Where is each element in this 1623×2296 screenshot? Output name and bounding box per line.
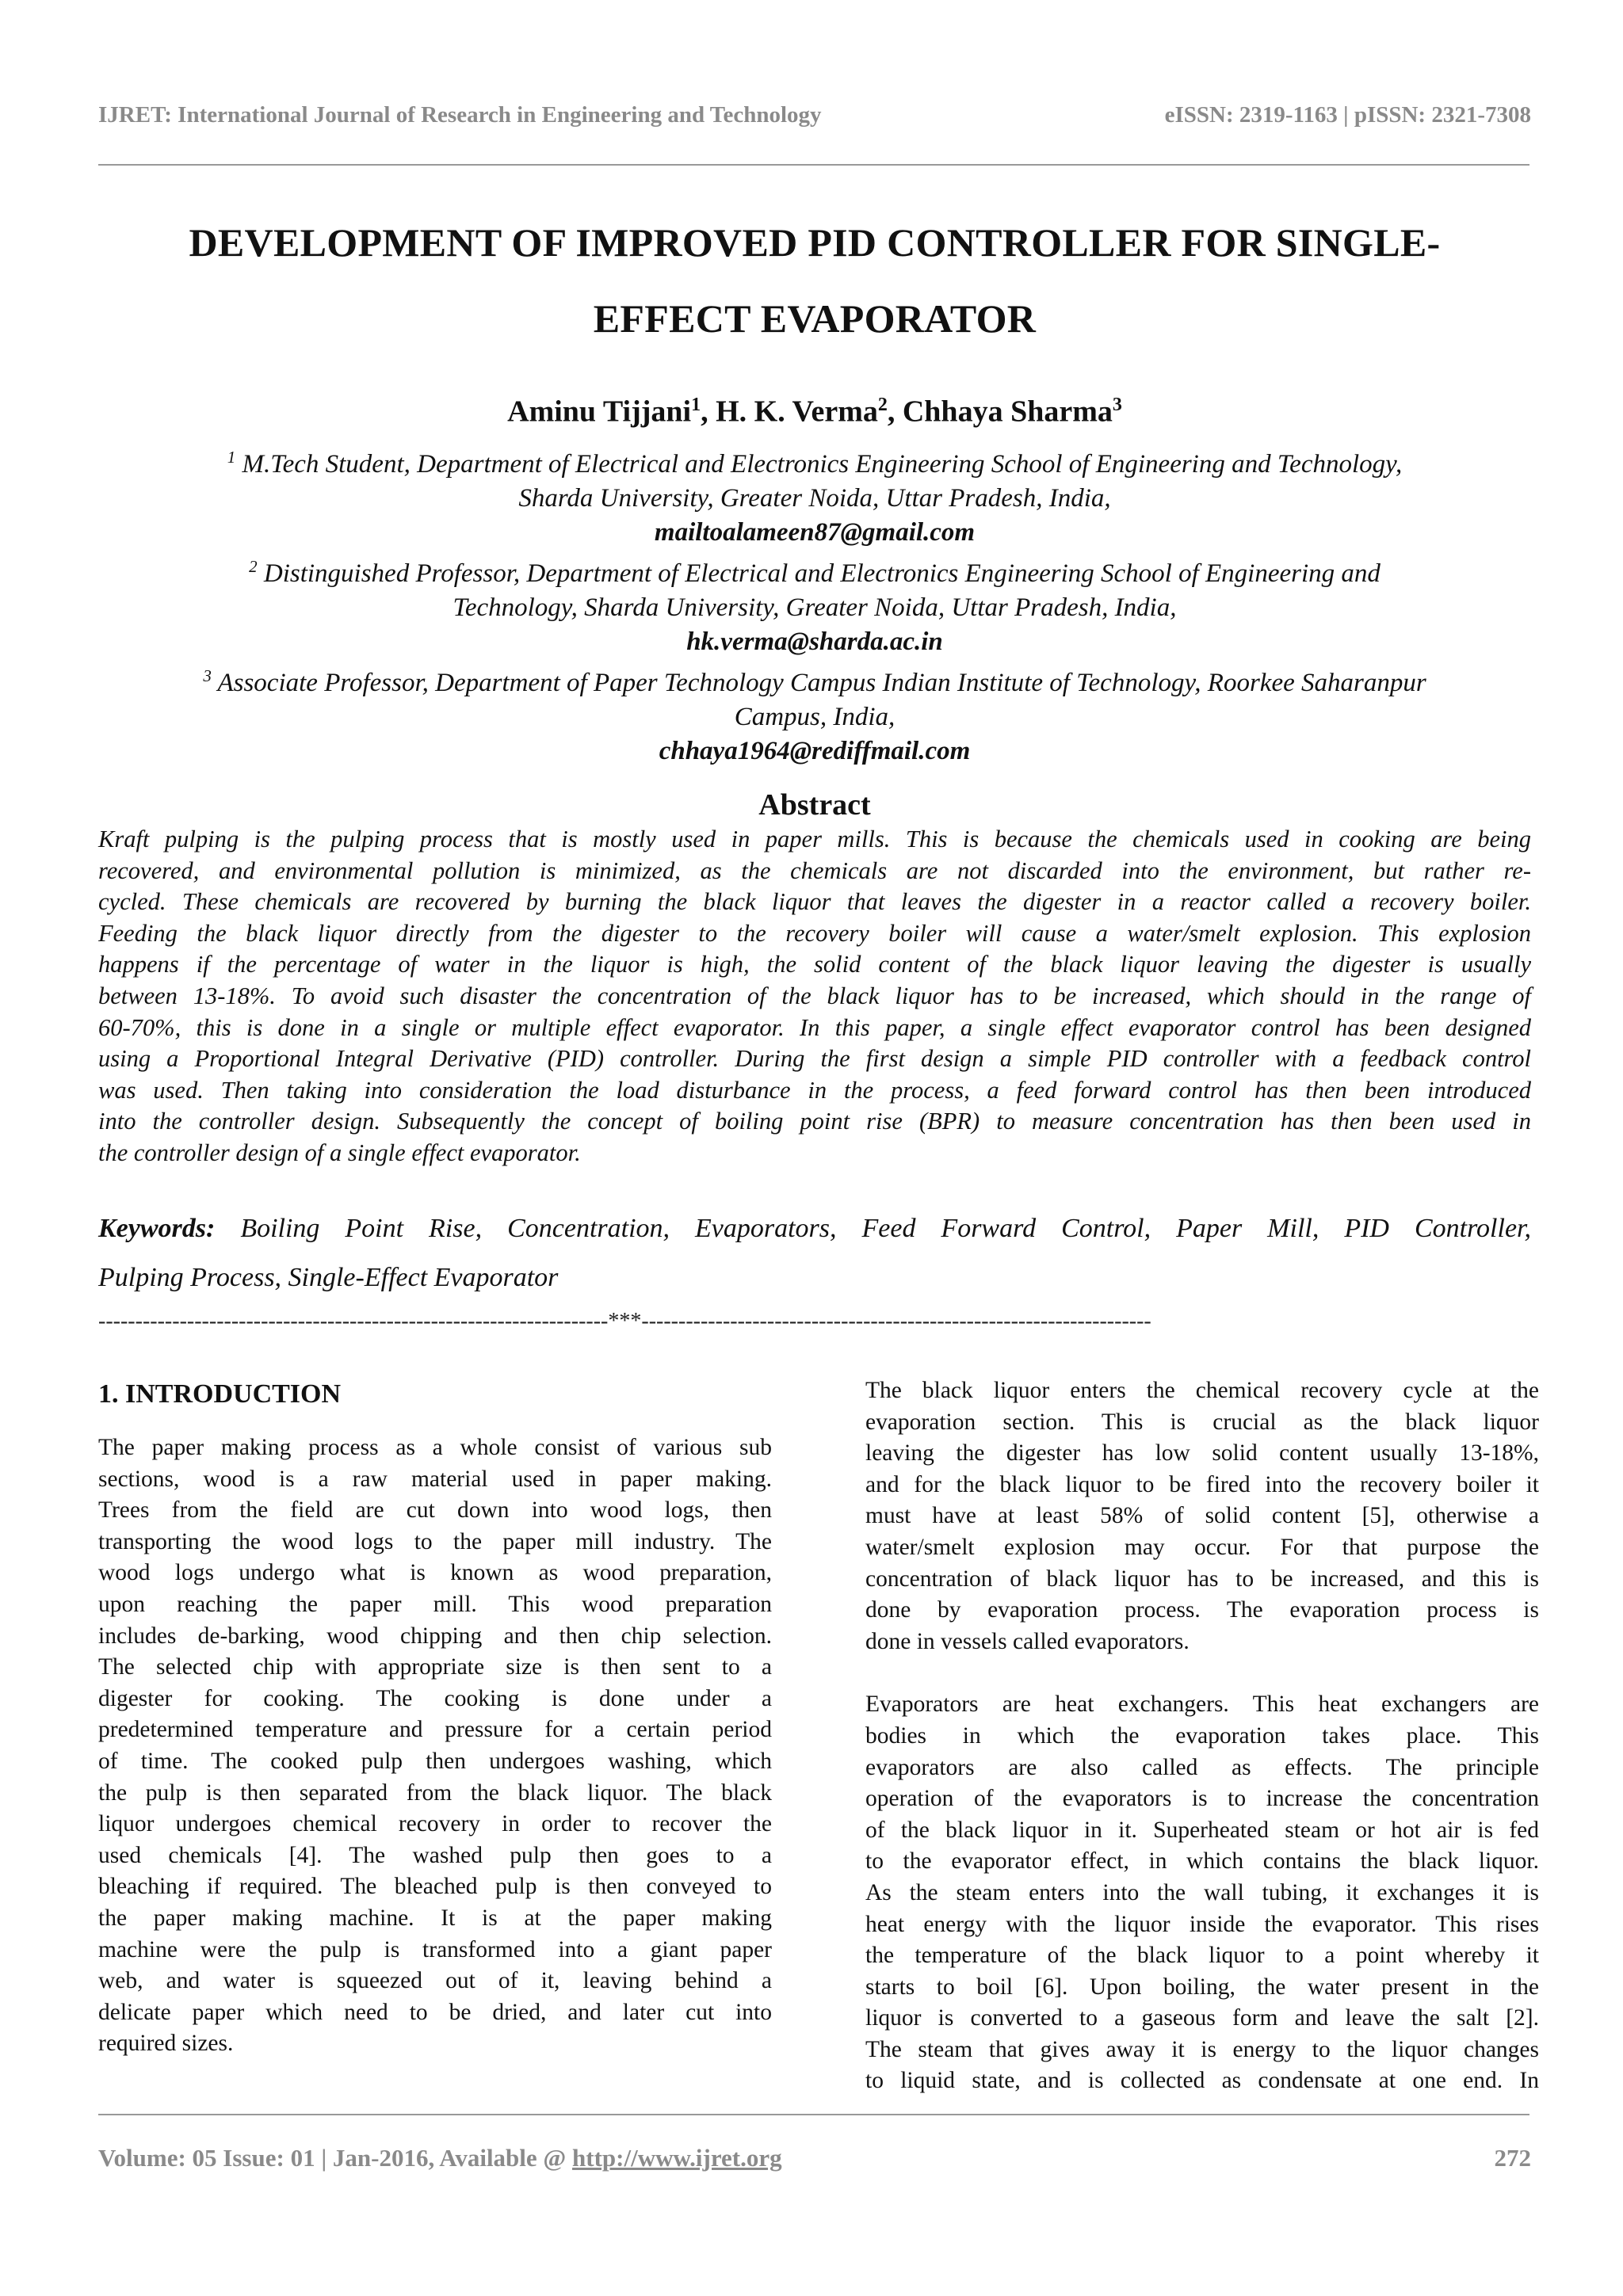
text-line: must have at least 58% of solid content [5], otherwise a (865, 1503, 1539, 1529)
keywords-line: Pulping Process, Single-Effect Evaporator (98, 1263, 559, 1292)
abstract-line: using a Proportional Integral Derivative (PID) controller. During the first design a simple PID controller with a feedback control (98, 1045, 1531, 1073)
text-line: digester for cooking. The cooking is done under a (98, 1685, 772, 1711)
text-line: concentration of black liquor has to be increased, and this is (865, 1566, 1539, 1592)
abstract-line: happens if the percentage of water in the liquor is high, the solid content of the black liquor leaving the digester is usually (98, 951, 1531, 978)
keywords (98, 1204, 1531, 1302)
title-line: DEVELOPMENT OF IMPROVED PID CONTROLLER FOR SINGLE- (189, 220, 1441, 265)
text-line: upon reaching the paper mill. This wood preparation (98, 1591, 772, 1617)
text-line: web, and water is squeezed out of it, leaving behind a (98, 1968, 772, 1994)
text-line: sections, wood is a raw material used in paper making. (98, 1466, 772, 1492)
abstract-line: between 13-18%. To avoid such disaster the concentration of the black liquor has to be increased, which should in the range of (98, 982, 1531, 1009)
text-line: includes de-barking, wood chipping and then chip selection. (98, 1623, 772, 1649)
text-line: bodies in which the evaporation takes place. This (865, 1722, 1539, 1749)
text-line: of the black liquor in it. Superheated steam or hot air is fed (865, 1817, 1539, 1843)
affiliation-line: Sharda University, Greater Noida, Uttar Pradesh, India, (518, 484, 1111, 513)
text-line: required sizes. (98, 2031, 234, 2057)
abstract-line: Kraft pulping is the pulping process that is mostly used in paper mills. This is because the chemicals used in cooking are being (98, 826, 1531, 852)
text-line: done by evaporation process. The evaporation process is (865, 1597, 1539, 1623)
affiliations (98, 441, 1531, 769)
title-line: EFFECT EVAPORATOR (593, 296, 1037, 341)
header-rule (98, 164, 1529, 166)
author-list (98, 385, 1531, 432)
keywords-label: Keywords: (98, 1214, 216, 1243)
text-line: The black liquor enters the chemical recovery cycle at the (865, 1378, 1539, 1403)
footer-rule (98, 2114, 1529, 2115)
text-line: water/smelt explosion may occur. For that purpose the (865, 1534, 1539, 1560)
left-column (98, 1375, 772, 2060)
text-line: the temperature of the black liquor to a point whereby it (865, 1943, 1539, 1969)
text-line: liquor undergoes chemical recovery in order to recover the (98, 1811, 772, 1837)
text-line: delicate paper which need to be dried, and later cut into (98, 1999, 772, 2025)
affiliation-line: $^2$ Distinguished Professor, Department of Electrical and Electronics Engineering School of Engineering and (249, 557, 1381, 588)
author-email[interactable]: hk.verma@sharda.ac.in (686, 627, 943, 656)
abstract-line: was used. Then taking into consideration the load disturbance in the process, a feed forward control has then been introduced (98, 1076, 1531, 1104)
text-line: The paper making process as a whole consist of various sub (98, 1435, 772, 1460)
running-footer (98, 2141, 1531, 2176)
running-header (98, 97, 1531, 133)
abstract-body (98, 824, 1531, 1169)
abstract-line: into the controller design. Subsequently the concept of boiling point rise (BPR) to measure concentration has then been used in (98, 1108, 1531, 1135)
text-line: evaporation section. This is crucial as the black liquor (865, 1409, 1539, 1435)
journal-name: IJRET: International Journal of Research in Engineering and Technology (98, 101, 822, 128)
text-line: Evaporators are heat exchangers. This heat exchangers are (865, 1691, 1539, 1718)
text-line: As the steam enters into the wall tubing, it exchanges it is (865, 1879, 1539, 1905)
text-line: heat energy with the liquor inside the evaporator. This rises (865, 1911, 1539, 1937)
page-number: 272 (1494, 2144, 1531, 2172)
author-name: , Chhaya Sharma (887, 395, 1113, 429)
paragraph-gap (865, 1657, 1539, 1689)
abstract-line: cycled. These chemicals are recovered by burning the black liquor that leaves the digester in a reactor called a recovery boiler. (98, 888, 1531, 916)
abstract-heading: Abstract (758, 788, 871, 822)
abstract-line: Feeding the black liquor directly from the digester to the recovery boiler will cause a water/smelt explosion. This explosion (98, 919, 1531, 947)
text-line: done in vessels called evaporators. (865, 1628, 1190, 1654)
section-heading: 1. INTRODUCTION (98, 1379, 342, 1409)
affiliation-line: Campus, India, (734, 703, 896, 731)
keywords-line: Keywords: Boiling Point Rise, Concentration, Evaporators, Feed Forward Control, Paper Mill, PID Controller, (98, 1214, 1531, 1243)
affiliation-line: Technology, Sharda University, Greater Noida, Uttar Pradesh, India, (453, 593, 1177, 622)
body-paragraph (865, 1689, 1539, 2097)
issn-info: eISSN: 2319-1163 | pISSN: 2321-7308 (1164, 101, 1531, 128)
affiliation-line: $^1$ M.Tech Student, Department of Electrical and Electronics Engineering School of Engineering and Technology, (227, 448, 1403, 479)
right-column (865, 1375, 1539, 2097)
text-line: of time. The cooked pulp then undergoes washing, which (98, 1748, 772, 1774)
text-line: Trees from the field are cut down into wood logs, then (98, 1497, 772, 1524)
text-line: liquor is converted to a gaseous form and leave the salt [2]. (865, 2005, 1539, 2031)
abstract-line: recovered, and environmental pollution is minimized, as the chemicals are not discarded into the environment, but rather re- (98, 856, 1531, 884)
author-email[interactable]: chhaya1964@rediffmail.com (659, 737, 971, 765)
abstract-line: the controller design of a single effect evaporator. (98, 1138, 581, 1166)
text-line: transporting the wood logs to the paper mill industry. The (98, 1528, 772, 1554)
text-line: the paper making machine. It is at the paper making (98, 1905, 772, 1931)
text-line: to the evaporator effect, in which contains the black liquor. (865, 1848, 1539, 1875)
text-line: starts to boil [6]. Upon boiling, the water present in the (865, 1974, 1539, 2000)
text-line: machine were the pulp is transformed into a giant paper (98, 1936, 772, 1962)
text-line: operation of the evaporators is to increase the concentration (865, 1786, 1539, 1812)
text-line: bleaching if required. The bleached pulp is then conveyed to (98, 1874, 772, 1900)
section-separator: ---------------------------------------------------------------------***--------------------------------------------------------------------- (98, 1309, 1151, 1333)
author-sup: 2 (877, 395, 888, 415)
text-line: evaporators are also called as effects. The principle (865, 1754, 1539, 1780)
body-paragraph (865, 1375, 1539, 1657)
abstract-line: 60-70%, this is done in a single or multiple effect evaporator. In this paper, a single effect evaporator control has been designed (98, 1013, 1531, 1041)
text-line: The selected chip with appropriate size is then sent to a (98, 1654, 772, 1680)
author-sup: 3 (1112, 395, 1122, 415)
text-line: and for the black liquor to be fired into the recovery boiler it (865, 1471, 1539, 1497)
text-line: The steam that gives away it is energy to the liquor changes (865, 2036, 1539, 2062)
text-line: predetermined temperature and pressure for a certain period (98, 1717, 772, 1743)
affiliation-line: $^3$ Associate Professor, Department of Paper Technology Campus Indian Institute of Technology, Roorkee Saharanpur (203, 666, 1426, 697)
paper-title (98, 204, 1531, 357)
author-sup: 1 (691, 395, 701, 415)
text-line: the pulp is then separated from the black liquor. The black (98, 1779, 772, 1806)
author-email[interactable]: mailtoalameen87@gmail.com (654, 518, 976, 547)
intro-paragraph (98, 1432, 772, 2060)
journal-link[interactable]: http://www.ijret.org (572, 2144, 782, 2172)
text-line: wood logs undergo what is known as wood preparation, (98, 1560, 772, 1586)
text-line: used chemicals [4]. The washed pulp then goes to a (98, 1842, 772, 1868)
author-name: , H. K. Verma (701, 395, 878, 429)
volume-info: Volume: 05 Issue: 01 | Jan-2016, Available @ http://www.ijret.org (98, 2144, 782, 2172)
author-name: Aminu Tijjani (507, 395, 692, 429)
text-line: leaving the digester has low solid content usually 13-18%, (865, 1440, 1539, 1466)
text-line: to liquid state, and is collected as condensate at one end. In (865, 2068, 1539, 2094)
